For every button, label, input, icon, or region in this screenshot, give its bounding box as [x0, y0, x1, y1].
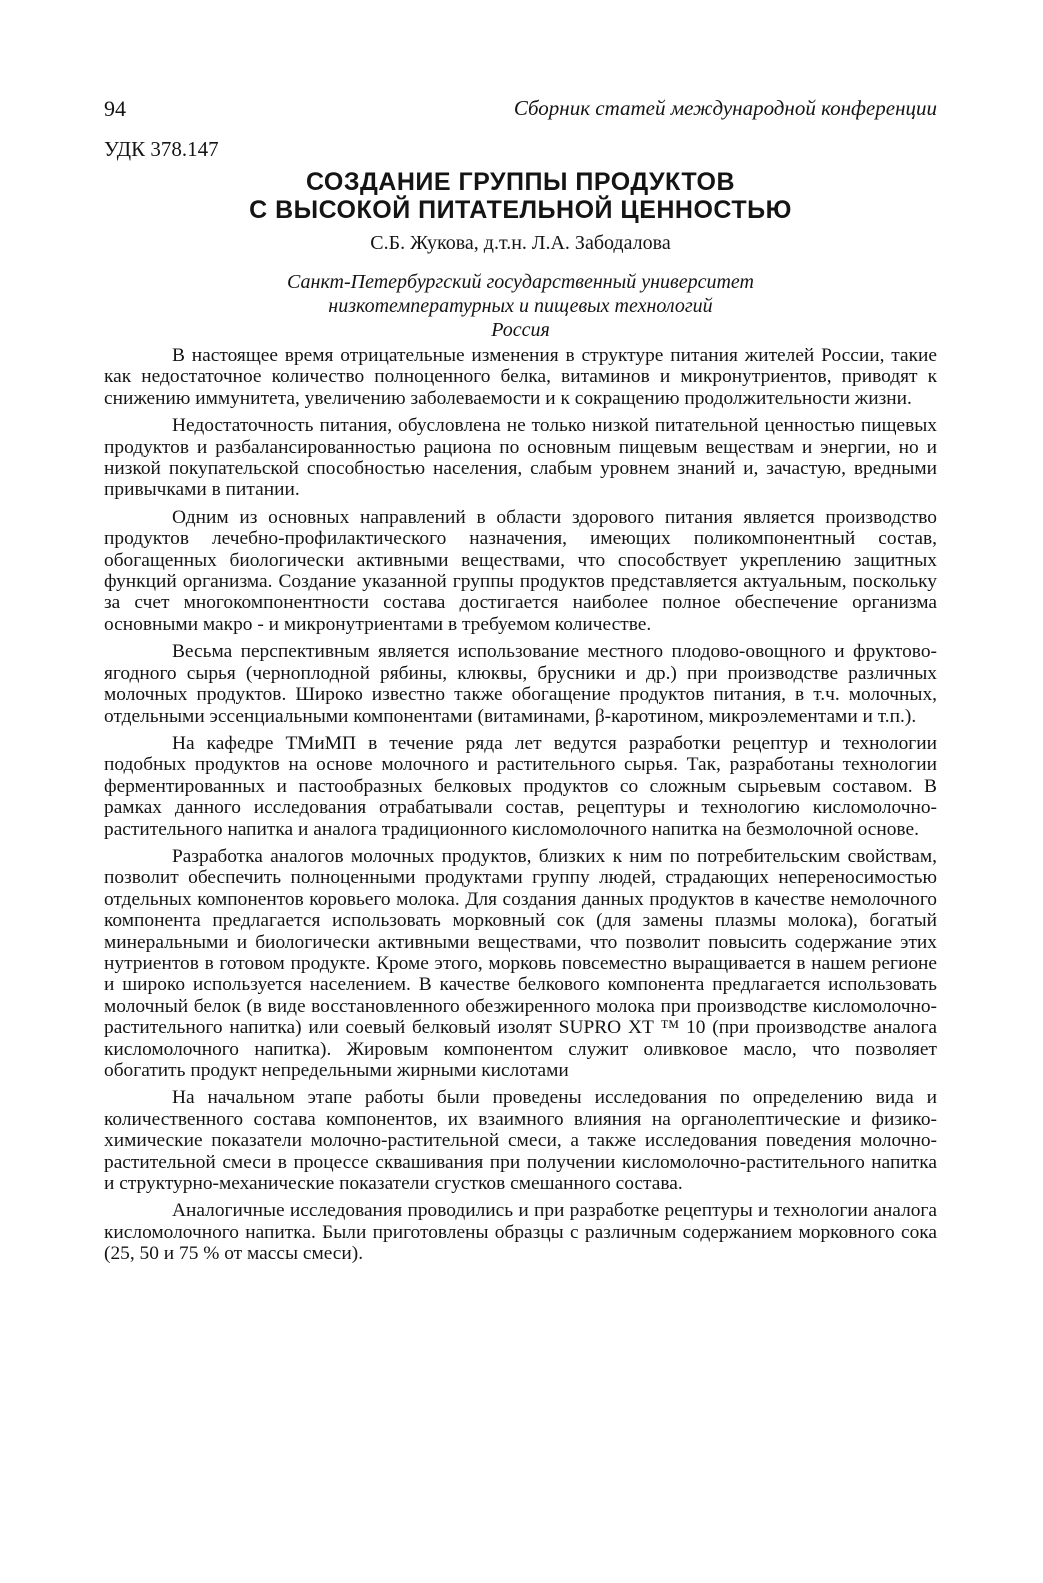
affiliation-line: Санкт-Петербургский государственный университет: [287, 271, 754, 293]
authors: С.Б. Жукова, д.т.н. Л.А. Забодалова: [370, 232, 671, 254]
paragraph: Недостаточность питания, обусловлена не только низкой питательной ценностью пищевых продуктов и разбалансированностью рациона по основным пищевым веществам и энергии, но и низкой покупательской способностью населения, слабым уровнем знаний и, зачастую, вредными привычками в питании.: [104, 415, 937, 501]
article-title-line: СОЗДАНИЕ ГРУППЫ ПРОДУКТОВ: [305, 168, 736, 196]
page-header: [104, 96, 937, 128]
affiliation-line: низкотемпературных и пищевых технологий: [328, 295, 713, 317]
paragraph: На начальном этапе работы были проведены исследования по определению вида и количественного состава компонентов, их взаимного влияния на органолептические и физико-химические показатели молочно-растительной смеси, а также исследования поведения молочно-растительной смеси в процессе сквашивания при получении кисломолочно-растительного напитка и структурно-механические показатели сгустков смешанного состава.: [104, 1087, 937, 1195]
paragraph: Весьма перспективным является использование местного плодово-овощного и фруктово-ягодного сырья (черноплодной рябины, клюквы, брусники и др.) при производстве различных молочных продуктов. Широко известно также обогащение продуктов питания, в т.ч. молочных, отдельными эссенциальными компонентами (витаминами, β-каротином, микроэлементами и т.п.).: [104, 641, 937, 727]
affiliation: [104, 270, 937, 342]
paragraph: В настоящее время отрицательные изменения в структуре питания жителей России, такие как недостаточное количество полноценного белка, витаминов и микронутриентов, приводят к снижению иммунитета, увеличению заболеваемости и к сокращению продолжительности жизни.: [104, 345, 937, 409]
paragraph: Разработка аналогов молочных продуктов, близких к ним по потребительским свойствам, позволит обеспечить полноценными продуктами группу людей, страдающих непереносимостью отдельных компонентов коровьего молока. Для создания данных продуктов в качестве немолочного компонента предлагается использовать морковный сок (для замены плазмы молока), богатый минеральными и биологически активными веществами, что позволит повысить содержание этих нутриентов в готовом продукте. Кроме этого, морковь повсеместно выращивается в нашем регионе и широко используется населением. В качестве белкового компонента предлагается использовать молочный белок (в виде восстановленного обезжиренного молока при производстве кисломолочно-растительного напитка) или соевый белковый изолят SUPRO XT ™ 10 (при производстве аналога кисломолочного напитка). Жировым компонентом служит оливковое масло, что позволяет обогатить продукт непредельными жирными кислотами: [104, 845, 937, 1081]
udk-code: УДК 378.147: [104, 137, 219, 161]
article-title: [104, 168, 937, 224]
affiliation-country: Россия: [491, 319, 550, 341]
running-title: Сборник статей международной конференции: [513, 96, 937, 120]
paragraph: Аналогичные исследования проводились и при разработке рецептуры и технологии аналога кисломолочного напитка. Были приготовлены образцы с различным содержанием морковного сока (25, 50 и 75 % от массы смеси).: [104, 1200, 937, 1265]
paragraph: На кафедре ТМиМП в течение ряда лет ведутся разработки рецептур и технологии подобных продуктов на основе молочного и растительного сырья. Так, разработаны технологии ферментированных и пастообразных белковых продуктов со сложным сырьевым составом. В рамках данного исследования отрабатывали состав, рецептуры и технологию кисломолочно-растительного напитка и аналога традиционного кисломолочного напитка на безмолочной основе.: [104, 732, 937, 840]
paragraph: Одним из основных направлений в области здорового питания является производство продуктов лечебно-профилактического назначения, имеющих поликомпонентный состав, обогащенных биологически активными веществами, что способствует укреплению защитных функций организма. Создание указанной группы продуктов представляется актуальным, поскольку за счет многокомпонентности состава достигается наиболее полное обеспечение организма основными макро - и микронутриентами в требуемом количестве.: [104, 506, 937, 635]
page-number: 94: [104, 96, 126, 121]
article-title-line: С ВЫСОКОЙ ПИТАТЕЛЬНОЙ ЦЕННОСТЬЮ: [249, 196, 792, 224]
article-body: [104, 345, 937, 1271]
